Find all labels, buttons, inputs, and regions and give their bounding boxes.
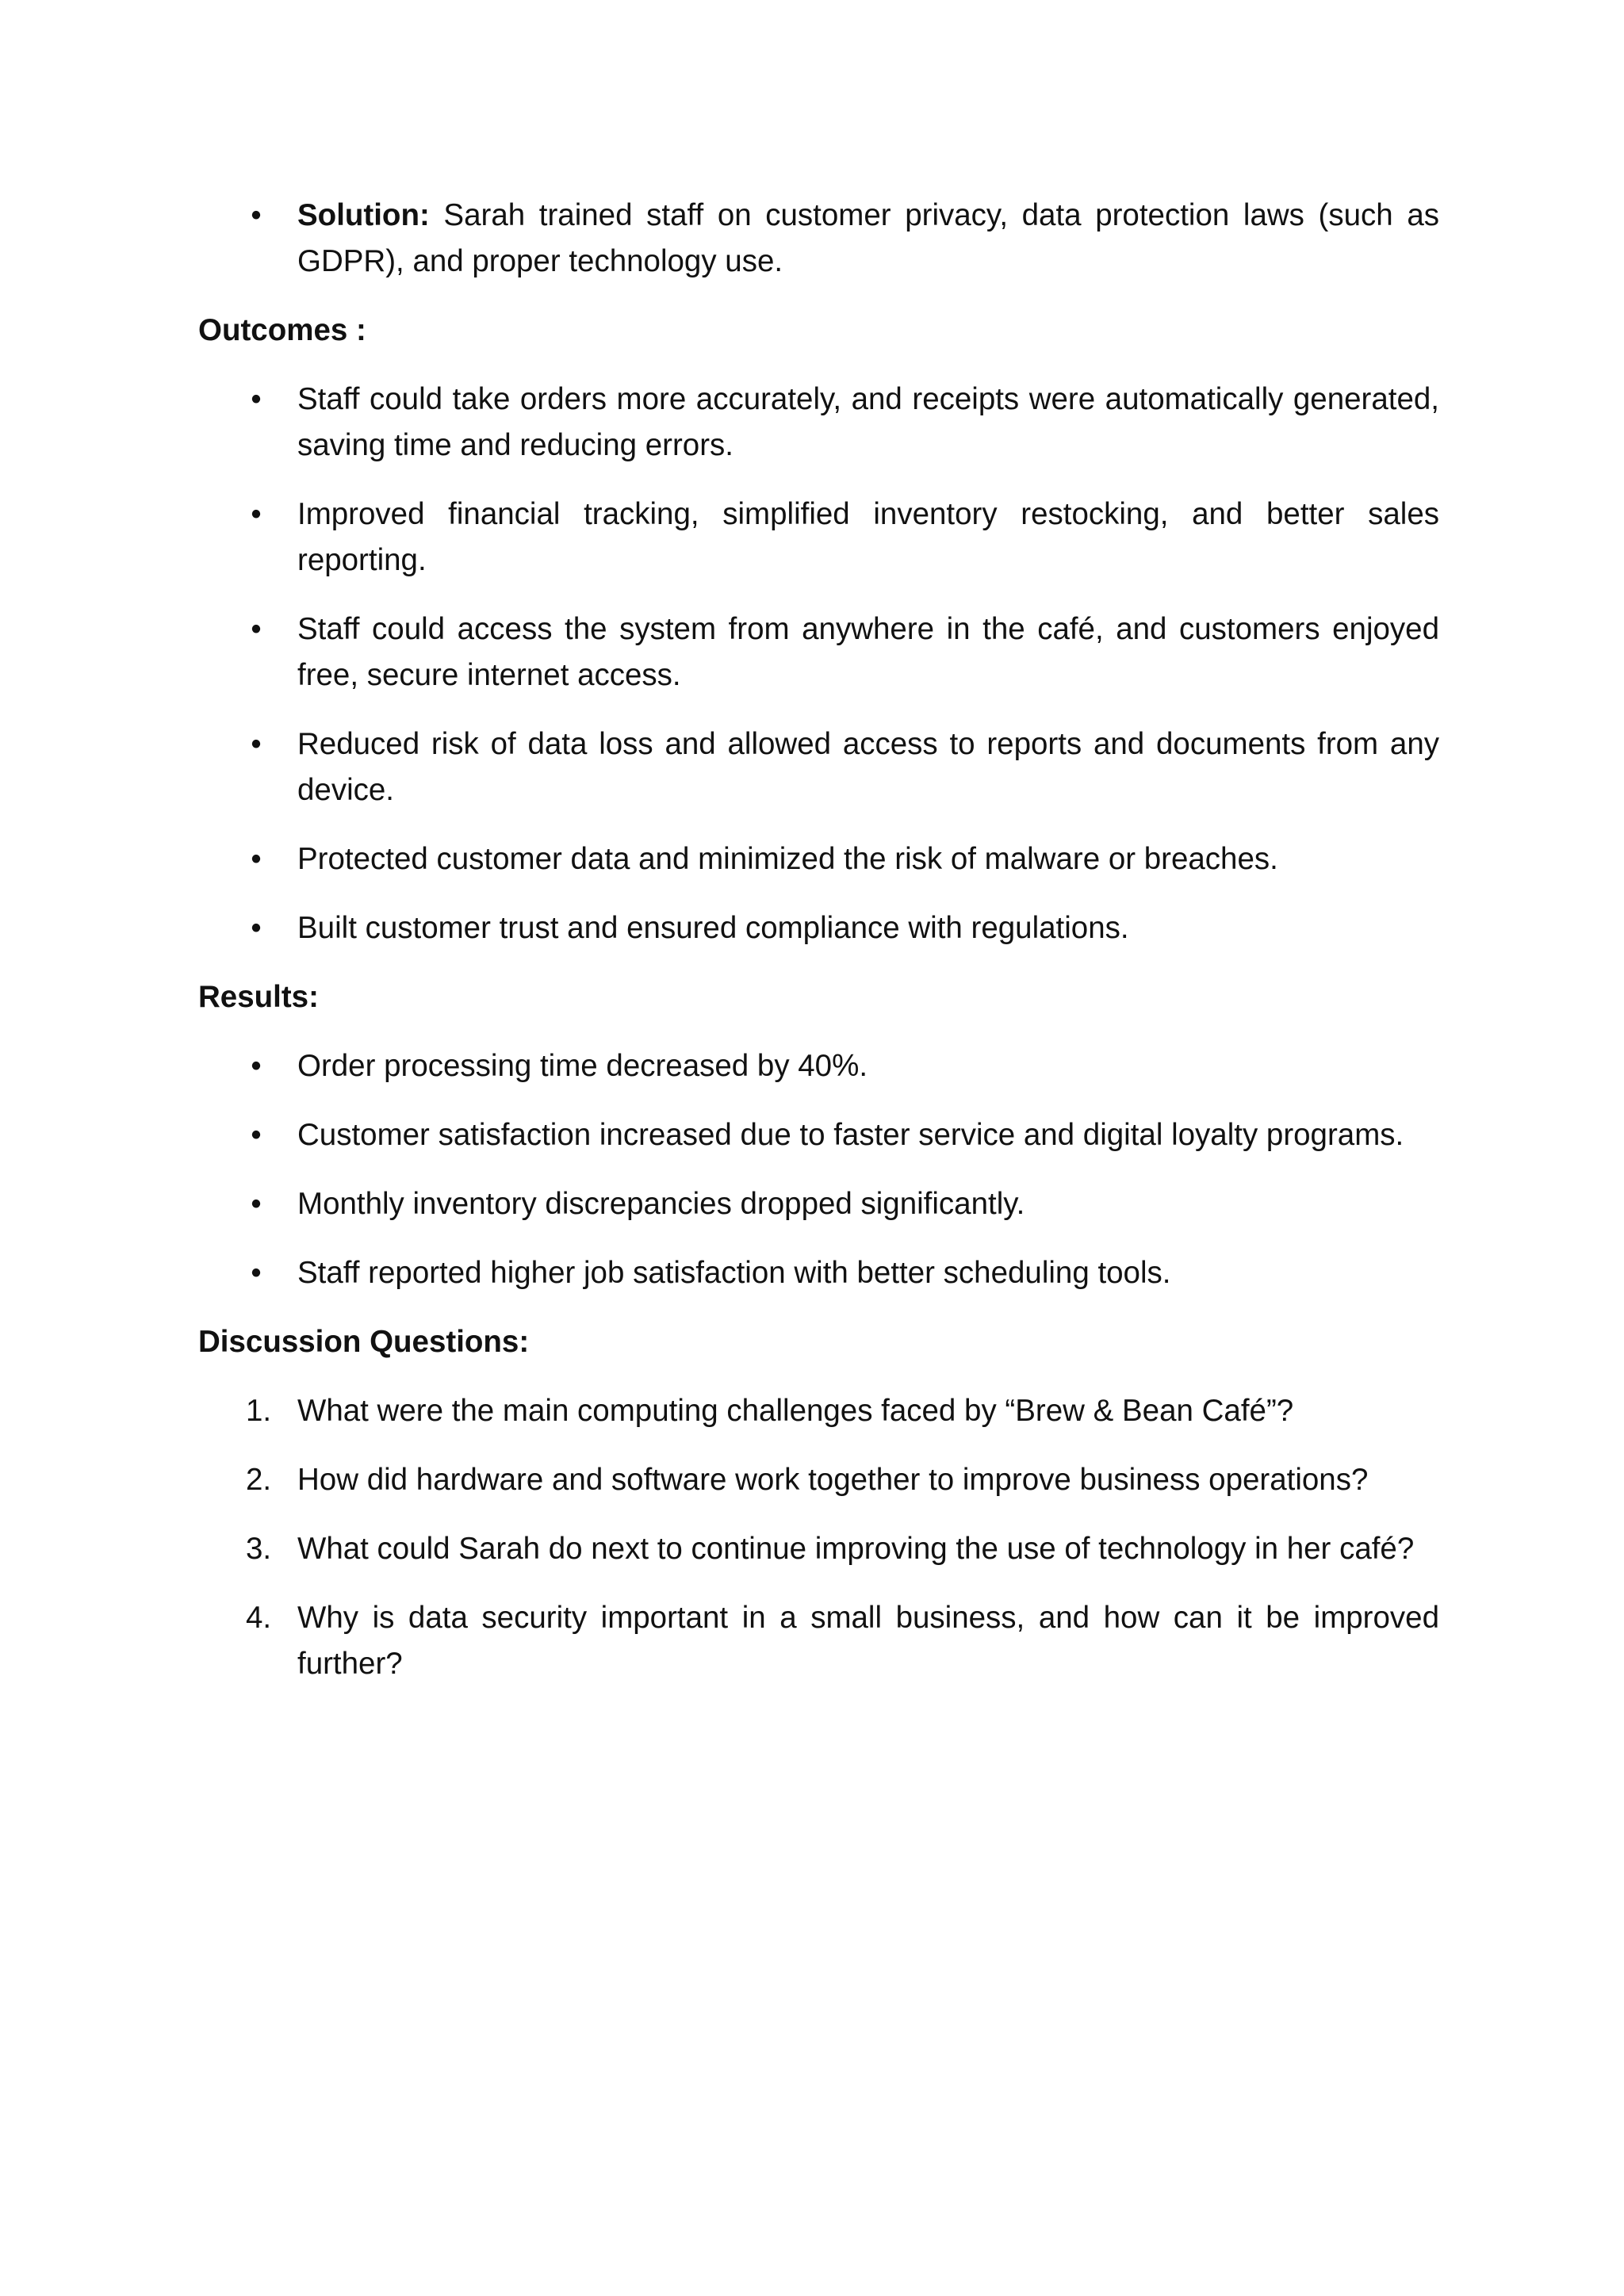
item-text: Order processing time decreased by 40%. xyxy=(297,1049,868,1083)
discussion-list xyxy=(198,1388,1439,1687)
item-text: What were the main computing challenges faced by “Brew & Bean Café”? xyxy=(297,1394,1294,1428)
outcomes-heading: Outcomes : xyxy=(198,313,366,347)
item-text: Improved financial tracking, simplified inventory restocking, and better sales reporting. xyxy=(297,497,1439,577)
item-number: 4. xyxy=(246,1601,272,1635)
item-number: 1. xyxy=(246,1394,272,1428)
item-text: Why is data security important in a small business, and how can it be improved further? xyxy=(297,1601,1439,1681)
bullet-icon: • xyxy=(251,842,262,876)
bullet-icon: • xyxy=(251,727,262,761)
item-text: Sarah trained staff on customer privacy, data protection laws (such as GDPR), and proper technology use. xyxy=(297,198,1439,278)
bullet-icon: • xyxy=(251,1187,262,1221)
solution-list xyxy=(198,193,1439,285)
item-text: What could Sarah do next to continue improving the use of technology in her café? xyxy=(297,1532,1415,1566)
item-text: Protected customer data and minimized the risk of malware or breaches. xyxy=(297,842,1278,876)
item-text: How did hardware and software work together to improve business operations? xyxy=(297,1463,1369,1497)
discussion-heading: Discussion Questions: xyxy=(198,1325,530,1359)
item-text: Staff reported higher job satisfaction with better scheduling tools. xyxy=(297,1256,1171,1290)
page-content xyxy=(198,193,1439,1710)
item-text: Staff could take orders more accurately, and receipts were automatically generated, saving time and reducing errors. xyxy=(297,382,1439,462)
bullet-icon: • xyxy=(251,497,262,531)
item-text: Customer satisfaction increased due to faster service and digital loyalty programs. xyxy=(297,1118,1404,1152)
list-item xyxy=(198,1388,1439,1434)
list-item xyxy=(198,1526,1439,1572)
results-heading: Results: xyxy=(198,980,319,1014)
list-item xyxy=(198,721,1439,813)
bullet-icon: • xyxy=(251,911,262,945)
list-item xyxy=(198,1112,1439,1158)
outcomes-list xyxy=(198,377,1439,951)
list-item xyxy=(198,1250,1439,1296)
list-item xyxy=(198,1043,1439,1089)
bullet-icon: • xyxy=(251,1049,262,1083)
list-item xyxy=(198,1595,1439,1687)
bullet-icon: • xyxy=(251,198,262,232)
item-text: Built customer trust and ensured compliance with regulations. xyxy=(297,911,1129,945)
bullet-icon: • xyxy=(251,1118,262,1152)
bullet-icon: • xyxy=(251,1256,262,1290)
results-list xyxy=(198,1043,1439,1296)
item-text: Staff could access the system from anywhere in the café, and customers enjoyed free, secure internet access. xyxy=(297,612,1439,692)
item-number: 2. xyxy=(246,1463,272,1497)
list-item xyxy=(198,193,1439,285)
list-item xyxy=(198,1181,1439,1227)
item-number: 3. xyxy=(246,1532,272,1566)
item-text: Monthly inventory discrepancies dropped significantly. xyxy=(297,1187,1025,1221)
item-lead: Solution: xyxy=(297,198,430,232)
list-item xyxy=(198,1457,1439,1503)
item-text: Reduced risk of data loss and allowed access to reports and documents from any device. xyxy=(297,727,1439,807)
list-item xyxy=(198,377,1439,469)
list-item xyxy=(198,905,1439,951)
list-item xyxy=(198,836,1439,882)
list-item xyxy=(198,492,1439,584)
bullet-icon: • xyxy=(251,382,262,416)
bullet-icon: • xyxy=(251,612,262,646)
list-item xyxy=(198,607,1439,698)
